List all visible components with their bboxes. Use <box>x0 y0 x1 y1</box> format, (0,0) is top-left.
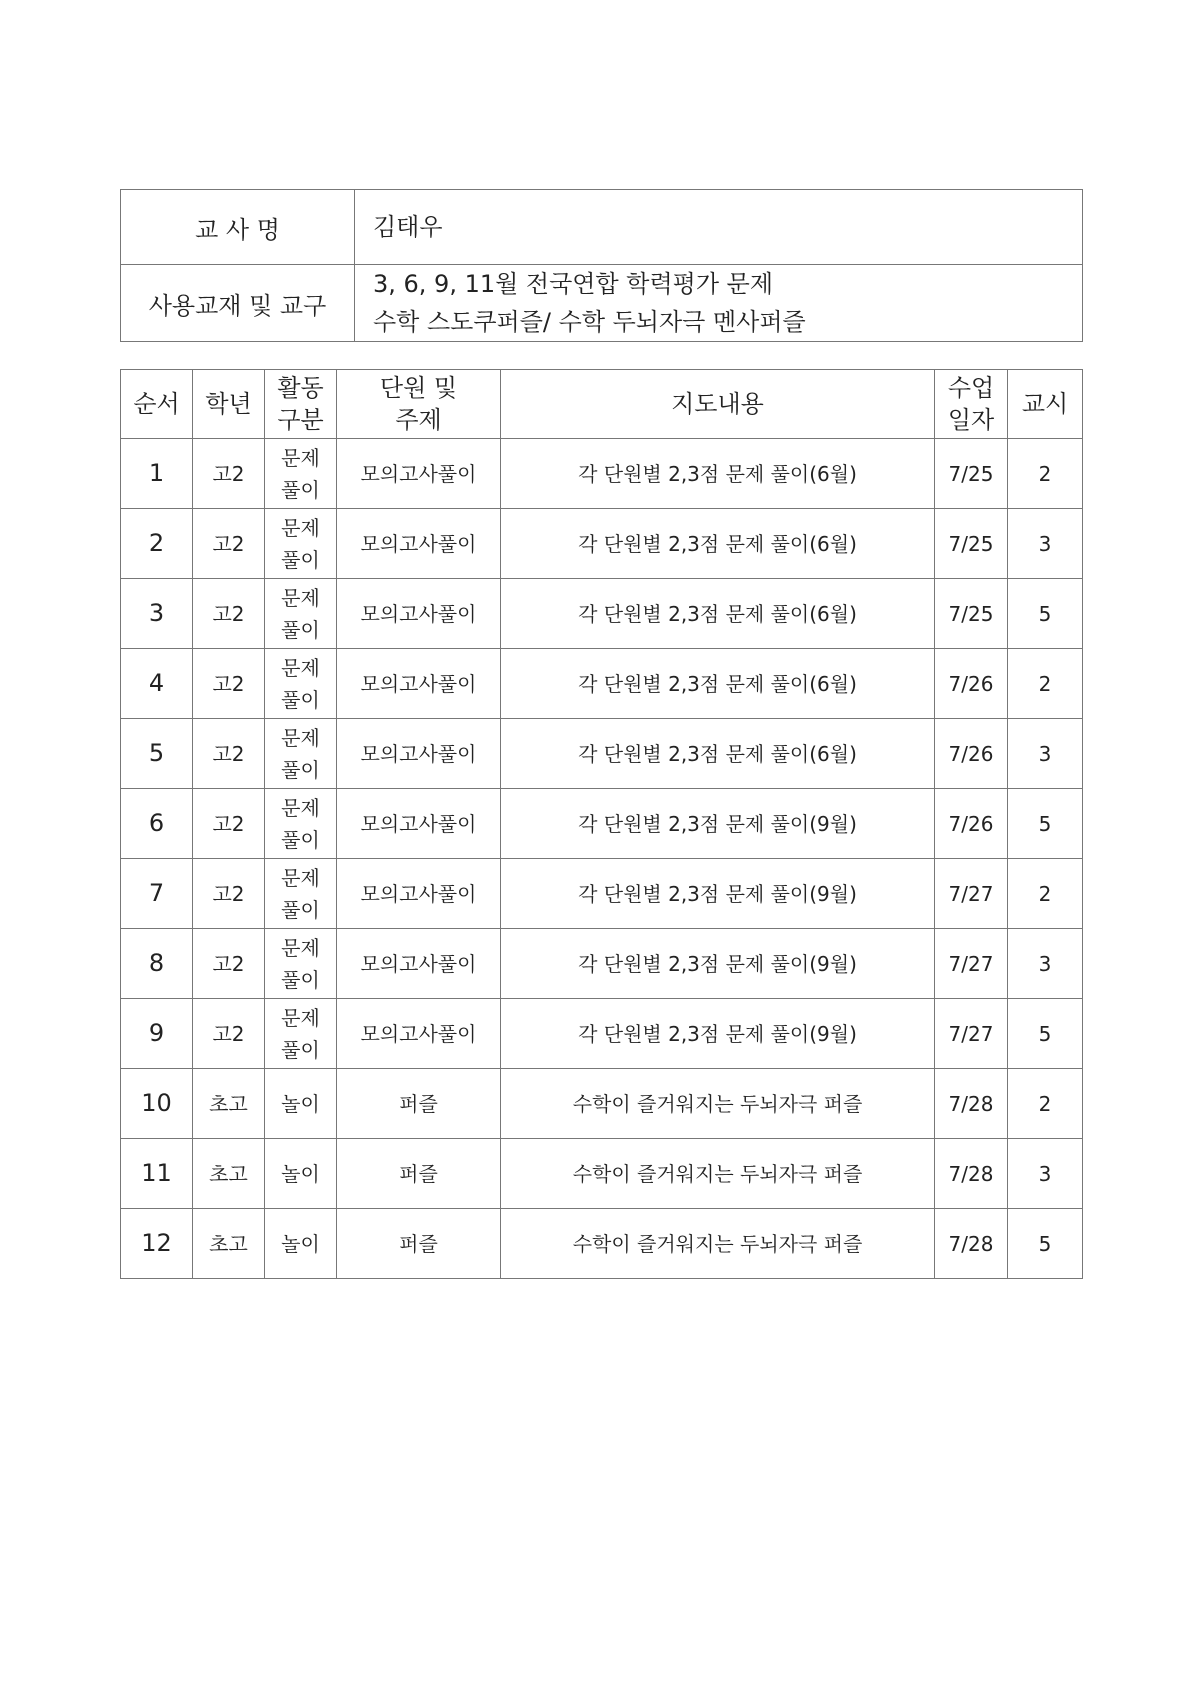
cell-unit: 모의고사풀이 <box>337 859 501 929</box>
order-value: 11 <box>141 1159 172 1187</box>
teacher-name: 김태우 <box>355 190 1083 265</box>
activity-line2: 풀이 <box>281 617 320 642</box>
cell-period: 3 <box>1008 719 1083 789</box>
order-value: 5 <box>148 739 165 767</box>
cell-unit: 모의고사풀이 <box>337 999 501 1069</box>
activity-line1: 놀이 <box>281 1091 320 1116</box>
activity-line1: 문제 <box>281 445 320 470</box>
cell-period: 5 <box>1008 789 1083 859</box>
header-row <box>121 370 1083 439</box>
cell-content: 각 단원별 2,3점 문제 풀이(9월) <box>501 789 935 859</box>
activity-line2: 풀이 <box>281 547 320 572</box>
header-grade: 학년 <box>193 370 265 439</box>
table-row <box>121 1209 1083 1279</box>
cell-grade: 초고 <box>193 1069 265 1139</box>
cell-date: 7/25 <box>935 439 1008 509</box>
activity-line1: 놀이 <box>281 1231 320 1256</box>
header-unit-line1: 단원 및 <box>379 374 458 402</box>
activity-line1: 문제 <box>281 865 320 890</box>
activity-line2: 풀이 <box>281 477 320 502</box>
cell-unit: 모의고사풀이 <box>337 649 501 719</box>
cell-order <box>121 509 193 579</box>
cell-activity <box>265 859 337 929</box>
cell-grade: 초고 <box>193 1209 265 1279</box>
header-activity <box>265 370 337 439</box>
cell-grade: 고2 <box>193 719 265 789</box>
header-unit-line2: 주제 <box>395 406 442 434</box>
cell-activity <box>265 649 337 719</box>
cell-order <box>121 579 193 649</box>
table-row <box>121 579 1083 649</box>
cell-activity <box>265 1069 337 1139</box>
cell-order <box>121 1209 193 1279</box>
cell-grade: 고2 <box>193 649 265 719</box>
cell-activity <box>265 999 337 1069</box>
schedule-rows <box>121 439 1083 1279</box>
table-row <box>121 789 1083 859</box>
order-value: 10 <box>141 1089 172 1117</box>
teacher-row <box>121 190 1083 265</box>
cell-period: 2 <box>1008 859 1083 929</box>
cell-date: 7/28 <box>935 1209 1008 1279</box>
cell-grade: 초고 <box>193 1139 265 1209</box>
teacher-info-table <box>120 189 1083 342</box>
cell-unit: 모의고사풀이 <box>337 789 501 859</box>
cell-grade: 고2 <box>193 579 265 649</box>
cell-grade: 고2 <box>193 859 265 929</box>
materials-line: 수학 스도쿠퍼즐/ 수학 두뇌자극 멘사퍼즐 <box>373 308 806 336</box>
schedule-table <box>120 369 1083 1279</box>
table-row <box>121 1069 1083 1139</box>
activity-line2: 풀이 <box>281 757 320 782</box>
cell-period: 5 <box>1008 579 1083 649</box>
activity-line2: 풀이 <box>281 687 320 712</box>
cell-content: 각 단원별 2,3점 문제 풀이(9월) <box>501 999 935 1069</box>
cell-activity <box>265 579 337 649</box>
cell-period: 5 <box>1008 999 1083 1069</box>
cell-content: 각 단원별 2,3점 문제 풀이(6월) <box>501 439 935 509</box>
cell-activity <box>265 719 337 789</box>
header-content: 지도내용 <box>501 370 935 439</box>
cell-activity <box>265 439 337 509</box>
cell-grade: 고2 <box>193 999 265 1069</box>
cell-grade: 고2 <box>193 929 265 999</box>
cell-content: 각 단원별 2,3점 문제 풀이(6월) <box>501 509 935 579</box>
table-row <box>121 649 1083 719</box>
table-row <box>121 439 1083 509</box>
cell-date: 7/26 <box>935 649 1008 719</box>
header-unit <box>337 370 501 439</box>
cell-date: 7/28 <box>935 1069 1008 1139</box>
teacher-label: 교 사 명 <box>121 190 355 265</box>
cell-period: 2 <box>1008 439 1083 509</box>
cell-unit: 퍼즐 <box>337 1069 501 1139</box>
cell-content: 각 단원별 2,3점 문제 풀이(6월) <box>501 719 935 789</box>
cell-unit: 모의고사풀이 <box>337 579 501 649</box>
table-row <box>121 999 1083 1069</box>
activity-line1: 문제 <box>281 515 320 540</box>
order-value: 8 <box>148 949 165 977</box>
cell-date: 7/28 <box>935 1139 1008 1209</box>
order-value: 9 <box>148 1019 165 1047</box>
cell-period: 2 <box>1008 1069 1083 1139</box>
order-value: 7 <box>148 879 165 907</box>
cell-unit: 모의고사풀이 <box>337 509 501 579</box>
cell-date: 7/27 <box>935 929 1008 999</box>
cell-date: 7/27 <box>935 999 1008 1069</box>
cell-grade: 고2 <box>193 789 265 859</box>
order-value: 3 <box>148 599 165 627</box>
cell-order <box>121 1069 193 1139</box>
cell-unit: 퍼즐 <box>337 1209 501 1279</box>
cell-order <box>121 719 193 789</box>
cell-period: 2 <box>1008 649 1083 719</box>
cell-content: 수학이 즐거워지는 두뇌자극 퍼즐 <box>501 1209 935 1279</box>
cell-activity <box>265 1209 337 1279</box>
header-date-line1: 수업 <box>947 374 995 402</box>
cell-order <box>121 439 193 509</box>
header-activity-line2: 구분 <box>277 406 324 434</box>
cell-content: 각 단원별 2,3점 문제 풀이(6월) <box>501 649 935 719</box>
cell-unit: 모의고사풀이 <box>337 439 501 509</box>
cell-content: 수학이 즐거워지는 두뇌자극 퍼즐 <box>501 1139 935 1209</box>
header-activity-line1: 활동 <box>277 374 324 402</box>
cell-activity <box>265 789 337 859</box>
materials-value <box>355 265 1083 342</box>
cell-content: 수학이 즐거워지는 두뇌자극 퍼즐 <box>501 1069 935 1139</box>
activity-line1: 문제 <box>281 1005 320 1030</box>
activity-line1: 문제 <box>281 585 320 610</box>
cell-order <box>121 1139 193 1209</box>
cell-period: 3 <box>1008 509 1083 579</box>
activity-line2: 풀이 <box>281 1037 320 1062</box>
cell-activity <box>265 929 337 999</box>
header-date <box>935 370 1008 439</box>
cell-unit: 모의고사풀이 <box>337 719 501 789</box>
cell-date: 7/27 <box>935 859 1008 929</box>
activity-line1: 문제 <box>281 725 320 750</box>
materials-label: 사용교재 및 교구 <box>121 265 355 342</box>
cell-date: 7/25 <box>935 509 1008 579</box>
table-row <box>121 859 1083 929</box>
activity-line2: 풀이 <box>281 897 320 922</box>
cell-period: 5 <box>1008 1209 1083 1279</box>
activity-line1: 문제 <box>281 795 320 820</box>
activity-line1: 문제 <box>281 935 320 960</box>
table-row <box>121 509 1083 579</box>
cell-order <box>121 859 193 929</box>
activity-line2: 풀이 <box>281 827 320 852</box>
order-value: 4 <box>148 669 165 697</box>
cell-activity <box>265 1139 337 1209</box>
table-row <box>121 929 1083 999</box>
cell-unit: 모의고사풀이 <box>337 929 501 999</box>
table-row <box>121 1139 1083 1209</box>
cell-content: 각 단원별 2,3점 문제 풀이(9월) <box>501 859 935 929</box>
cell-date: 7/26 <box>935 789 1008 859</box>
cell-order <box>121 649 193 719</box>
order-value: 6 <box>148 809 165 837</box>
cell-date: 7/26 <box>935 719 1008 789</box>
cell-order <box>121 929 193 999</box>
cell-period: 3 <box>1008 929 1083 999</box>
header-order: 순서 <box>121 370 193 439</box>
cell-period: 3 <box>1008 1139 1083 1209</box>
cell-order <box>121 999 193 1069</box>
materials-line: 3, 6, 9, 11월 전국연합 학력평가 문제 <box>373 270 774 298</box>
cell-grade: 고2 <box>193 509 265 579</box>
header-date-line2: 일자 <box>947 406 995 434</box>
cell-date: 7/25 <box>935 579 1008 649</box>
cell-content: 각 단원별 2,3점 문제 풀이(6월) <box>501 579 935 649</box>
order-value: 2 <box>148 529 165 557</box>
cell-activity <box>265 509 337 579</box>
activity-line2: 풀이 <box>281 967 320 992</box>
cell-order <box>121 789 193 859</box>
activity-line1: 놀이 <box>281 1161 320 1186</box>
cell-grade: 고2 <box>193 439 265 509</box>
table-row <box>121 719 1083 789</box>
header-period: 교시 <box>1008 370 1083 439</box>
order-value: 12 <box>141 1229 172 1257</box>
cell-content: 각 단원별 2,3점 문제 풀이(9월) <box>501 929 935 999</box>
cell-unit: 퍼즐 <box>337 1139 501 1209</box>
activity-line1: 문제 <box>281 655 320 680</box>
materials-row <box>121 265 1083 342</box>
order-value: 1 <box>148 459 165 487</box>
